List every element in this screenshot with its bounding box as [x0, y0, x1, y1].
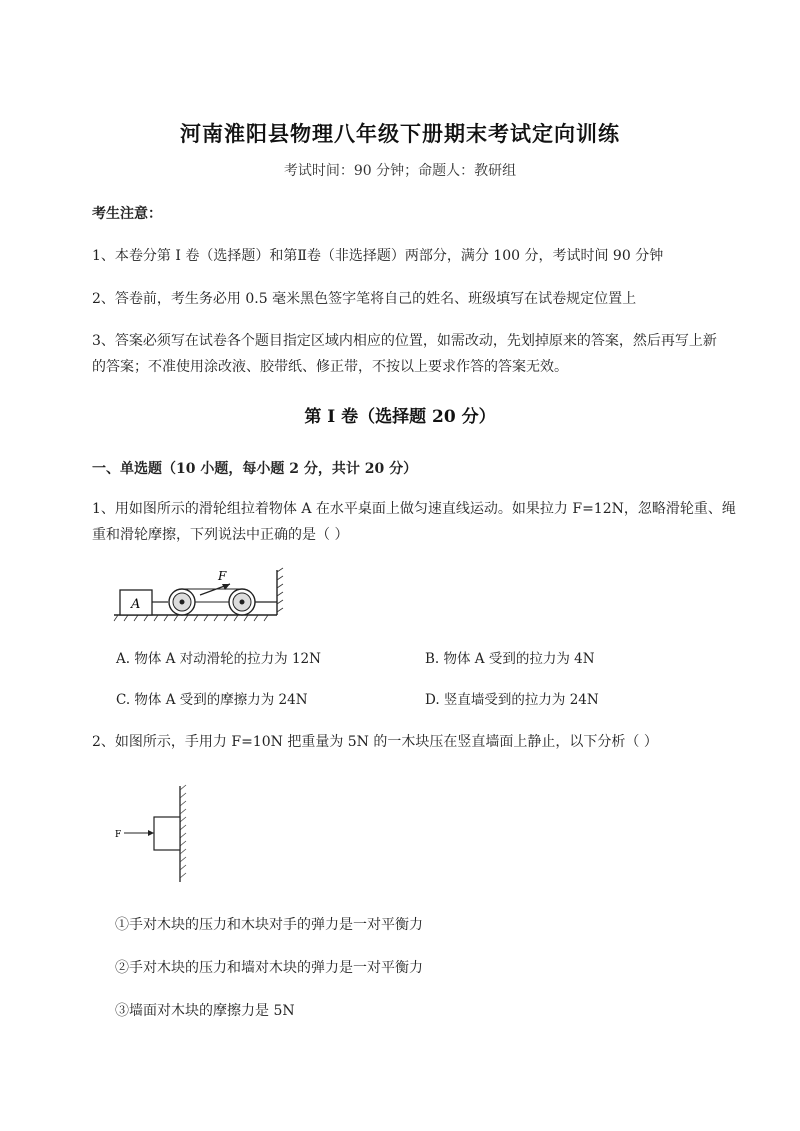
notice-item-2: 2、答卷前，考生务必用 0.5 毫米黑色签字笔将自己的姓名、班级填写在试卷规定位置上 [92, 291, 637, 307]
q1-option-a[interactable]: A. 物体 A 对动滑轮的拉力为 12N [116, 651, 321, 667]
exam-subtitle: 考试时间：90 分钟；命题人：教研组 [283, 163, 517, 179]
notice-heading: 考生注意： [92, 206, 162, 222]
q1-stem-line1: 1、用如图所示的滑轮组拉着物体 A 在水平桌面上做匀速直线运动。如果拉力 F=12N，忽略滑轮重、绳 [92, 501, 736, 517]
part-heading: 一、单选题（10 小题，每小题 2 分，共计 20 分） [92, 461, 418, 477]
q2-stem: 2、如图所示，手用力 F=10N 把重量为 5N 的一木块压在竖直墙面上静止，以下分析（ ） [92, 734, 658, 750]
block-a-label: A [131, 597, 141, 612]
q2-statement-3: ③墙面对木块的摩擦力是 5N [115, 1003, 295, 1019]
pulley-figure [112, 568, 292, 628]
force-label-f: F [218, 569, 227, 583]
notice-item-3: 3、答案必须写在试卷各个题目指定区域内相应的位置，如需改动，先划掉原来的答案，然后再写上新 [92, 333, 717, 349]
notice-item-1: 1、本卷分第 I 卷（选择题）和第Ⅱ卷（非选择题）两部分，满分 100 分，考试时间 90 分钟 [92, 248, 664, 264]
wall-block-figure [112, 784, 202, 884]
q1-option-b[interactable]: B. 物体 A 受到的拉力为 4N [425, 651, 595, 667]
section-title: 第 I 卷（选择题 20 分） [304, 407, 496, 427]
q1-option-c[interactable]: C. 物体 A 受到的摩擦力为 24N [116, 692, 308, 708]
q1-stem-line2: 重和滑轮摩擦，下列说法中正确的是（ ） [92, 527, 349, 543]
q2-statement-2: ②手对木块的压力和墙对木块的弹力是一对平衡力 [115, 960, 423, 976]
force-label-f2: F [115, 830, 122, 840]
exam-title: 河南淮阳县物理八年级下册期末考试定向训练 [180, 121, 620, 146]
wooden-block [154, 817, 180, 850]
q1-option-d[interactable]: D. 竖直墙受到的拉力为 24N [425, 692, 599, 708]
q2-statement-1: ①手对木块的压力和木块对手的弹力是一对平衡力 [115, 917, 423, 933]
notice-item-3-cont: 的答案；不准使用涂改液、胶带纸、修正带，不按以上要求作答的答案无效。 [92, 359, 568, 375]
